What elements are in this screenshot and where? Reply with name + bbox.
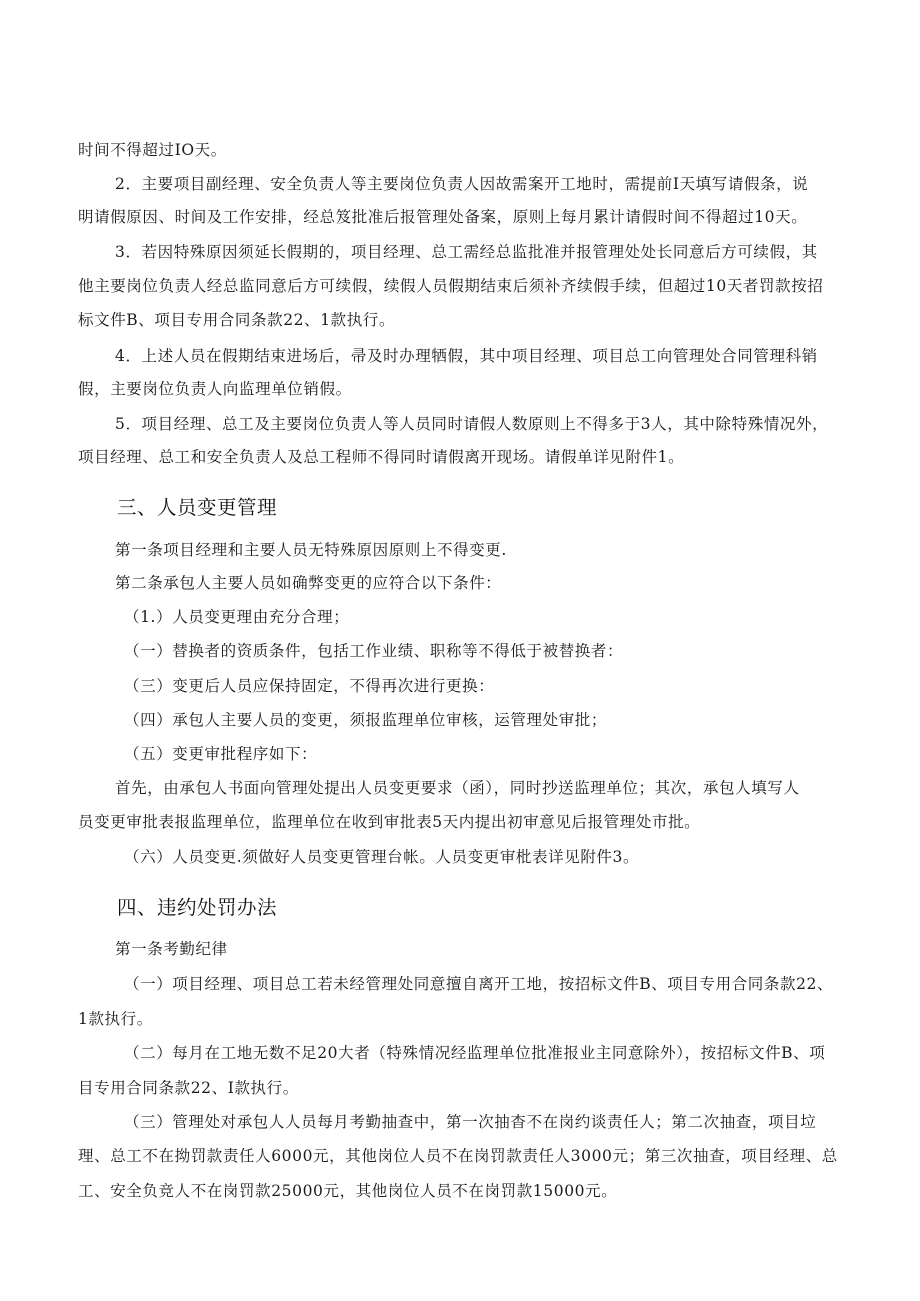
list-item: （四）承包人主要人员的变更，须报监理单位审核，运管理处审批； — [124, 711, 608, 729]
paragraph-line: 1款执行。 — [78, 1010, 153, 1028]
list-item: （三）变更后人员应保持固定，不得再次进行更换： — [124, 677, 495, 695]
paragraph-line: 假，主要岗位负责人向监理单位销假。 — [78, 380, 352, 398]
paragraph-line: 5．项目经理、总工及主要岗位负责人等人员同时请假人数原则上不得多于3人，其中除特殊情况外， — [115, 415, 829, 433]
paragraph-line: 员变更审批表报监理单位，监理单位在收到审批表5天内提出初审意见后报管理处市批。 — [78, 813, 701, 831]
paragraph-line: 第一条考勤纪律 — [115, 940, 228, 958]
paragraph-line: 首先，由承包人书面向管理处提出人员变更要求（函），同时抄送监理单位；其次，承包人填写人 — [115, 779, 800, 797]
section-heading: 三、人员变更管理 — [117, 496, 278, 519]
paragraph-line: 第一条项目经理和主要人员无特殊原因原则上不得变更. — [115, 541, 507, 559]
paragraph-line: 第二条承包人主要人员如确弊变更的应符合以下条件： — [115, 574, 502, 592]
paragraph-line: 工、安全负竞人不在岗罚款25000元，其他岗位人员不在岗罚款15000元。 — [78, 1182, 618, 1200]
paragraph-line: 理、总工不在拗罚款责任人6000元，其他岗位人员不在岗罚款责任人3000元；第三次抽查，项目经理、总 — [78, 1147, 838, 1165]
paragraph-line: 3．若因特殊原因须延长假期的，项目经理、总工需经总监批准并报管理处处长同意后方可续假，其 — [115, 243, 818, 261]
paragraph-line: 项目经理、总工和安全负责人及总工程师不得同时请假离开现场。请假单详见附件1。 — [78, 448, 685, 466]
paragraph-line: 目专用合同条款22、I款执行。 — [78, 1079, 299, 1097]
section-heading: 四、违约处罚办法 — [117, 896, 278, 919]
list-item: （一）项目经理、项目总工若未经管理处同意擅自离开工地，按招标文件B、项目专用合同条款22、 — [124, 975, 834, 993]
paragraph-line: 时间不得超过IO天。 — [78, 141, 227, 159]
paragraph-line: 他主要岗位负责人经总监同意后方可续假，续假人员假期结束后须补齐续假手续，但超过10天者罚款按招 — [78, 277, 824, 295]
list-item: （六）人员变更.须做好人员变更管理台帐。人员变更审枇表详见附件3。 — [124, 848, 640, 866]
list-item: （1.）人员变更理由充分合理； — [124, 608, 350, 626]
list-item: （一）替换者的资质条件，包括工作业绩、职称等不得低于被替换者： — [124, 642, 624, 660]
paragraph-line: 4．上述人员在假期结束进场后，帚及时办理牺假，其中项目经理、项目总工向管理处合同管理科销 — [115, 347, 818, 365]
list-item: （三）管理处对承包人人员每月考勤抽查中，第一次抽杳不在岗约谈责任人；第二次抽查，项目垃 — [124, 1113, 817, 1131]
list-item: （二）每月在工地无数不足20大者（特殊情况经监理单位批准报业主同意除外），按招标文件B、项 — [124, 1044, 826, 1062]
paragraph-line: 2．主要项目副经理、安全负责人等主要岗位负责人因故需案开工地时，需提前I天填写请假条，说 — [115, 175, 809, 193]
list-item: （五）变更审批程序如下： — [124, 745, 318, 763]
paragraph-line: 标文件B、项目专用合同条款22、1款执行。 — [78, 311, 396, 329]
paragraph-line: 明请假原因、时间及工作安排，经总笈批准后报管理处备案，原则上每月累计请假时间不得超过10天。 — [78, 208, 808, 226]
